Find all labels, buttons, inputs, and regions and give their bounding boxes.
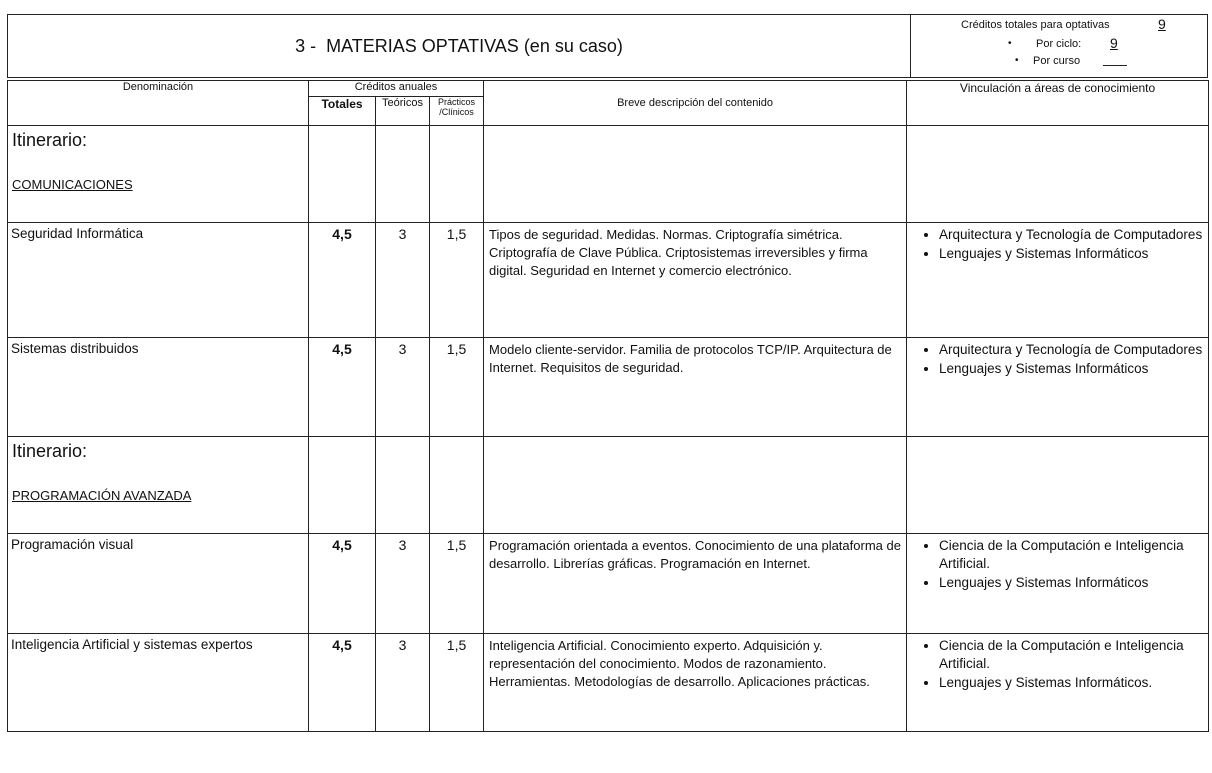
credits-practicos: 1,5 bbox=[430, 338, 484, 437]
table-row bbox=[8, 534, 1209, 634]
section-title-cell bbox=[8, 15, 911, 77]
itinerary-label: Itinerario: bbox=[12, 441, 88, 461]
subject-description: Modelo cliente-servidor. Familia de protocolos TCP/IP. Arquitectura de Internet. Requisitos de seguridad. bbox=[484, 338, 907, 437]
col-creditos-anuales: Créditos anuales bbox=[309, 81, 484, 97]
subjects-table bbox=[7, 80, 1209, 732]
area-item: • Arquitectura y Tecnología de Computadores bbox=[939, 226, 1206, 244]
col-totales: Totales bbox=[309, 97, 376, 126]
per-cycle-value: 9 bbox=[1110, 35, 1118, 51]
credits-summary bbox=[911, 15, 1207, 77]
subject-name: Seguridad Informática bbox=[8, 223, 309, 338]
itinerary-label: Itinerario: bbox=[12, 130, 88, 150]
area-item: • Lenguajes y Sistemas Informáticos. bbox=[939, 674, 1206, 692]
itinerary-cell bbox=[8, 437, 309, 534]
credits-total-label: Créditos totales para optativas bbox=[961, 19, 1110, 31]
table-header-row bbox=[8, 81, 1209, 97]
itinerary-cell bbox=[8, 126, 309, 223]
table-row bbox=[8, 223, 1209, 338]
itinerary-name: PROGRAMACIÓN AVANZADA bbox=[12, 488, 192, 503]
credits-totales: 4,5 bbox=[309, 534, 376, 634]
subject-name: Sistemas distribuidos bbox=[8, 338, 309, 437]
credits-teoricos: 3 bbox=[376, 223, 430, 338]
knowledge-areas bbox=[907, 223, 1209, 338]
table-row bbox=[8, 338, 1209, 437]
area-item: • Ciencia de la Computación e Inteligencia Artificial. bbox=[939, 637, 1206, 673]
col-denominacion: Denominación bbox=[8, 81, 309, 126]
credits-practicos: 1,5 bbox=[430, 634, 484, 732]
credits-total-value: 9 bbox=[1158, 16, 1166, 32]
credits-totales: 4,5 bbox=[309, 223, 376, 338]
section-number: 3 - bbox=[295, 35, 317, 56]
knowledge-areas bbox=[907, 534, 1209, 634]
per-cycle-label: Por ciclo: bbox=[1036, 38, 1082, 50]
col-teoricos: Teóricos bbox=[376, 97, 430, 126]
section-title: MATERIAS OPTATIVAS (en su caso) bbox=[326, 35, 623, 56]
itinerary-row bbox=[8, 437, 1209, 534]
subject-name: Inteligencia Artificial y sistemas expertos bbox=[8, 634, 309, 732]
credits-teoricos: 3 bbox=[376, 338, 430, 437]
subject-description: Programación orientada a eventos. Conocimiento de una plataforma de desarrollo. Librerías gráficas. Programación en Internet. bbox=[484, 534, 907, 634]
credits-totales: 4,5 bbox=[309, 634, 376, 732]
area-item: • Lenguajes y Sistemas Informáticos bbox=[939, 245, 1206, 263]
area-item: • Ciencia de la Computación e Inteligencia Artificial. bbox=[939, 537, 1206, 573]
subject-name: Programación visual bbox=[8, 534, 309, 634]
credits-teoricos: 3 bbox=[376, 534, 430, 634]
knowledge-areas bbox=[907, 338, 1209, 437]
per-course-blank bbox=[1103, 65, 1127, 66]
credits-practicos: 1,5 bbox=[430, 223, 484, 338]
col-descripcion: Breve descripción del contenido bbox=[484, 81, 907, 126]
table-row bbox=[8, 634, 1209, 732]
area-item: • Lenguajes y Sistemas Informáticos bbox=[939, 574, 1206, 592]
per-course-label: Por curso bbox=[1033, 55, 1081, 67]
section-header bbox=[7, 14, 1208, 78]
credits-teoricos: 3 bbox=[376, 634, 430, 732]
knowledge-areas bbox=[907, 634, 1209, 732]
col-practicos: Prácticos /Clínicos bbox=[430, 97, 484, 126]
bullet-icon: • bbox=[1015, 55, 1019, 66]
col-vinculacion: Vinculación a áreas de conocimiento bbox=[907, 81, 1209, 126]
subject-description: Tipos de seguridad. Medidas. Normas. Criptografía simétrica. Criptografía de Clave Pública. Criptosistemas irreversibles y firma digital. Seguridad en Internet y comercio electrónico. bbox=[484, 223, 907, 338]
subject-description: Inteligencia Artificial. Conocimiento experto. Adquisición y. representación del conocimiento. Modos de razonamiento. Herramientas. Metodologías de desarrollo. Aplicaciones prácticas. bbox=[484, 634, 907, 732]
itinerary-row bbox=[8, 126, 1209, 223]
bullet-icon: • bbox=[1008, 38, 1012, 49]
area-item: • Arquitectura y Tecnología de Computadores bbox=[939, 341, 1206, 359]
credits-totales: 4,5 bbox=[309, 338, 376, 437]
credits-practicos: 1,5 bbox=[430, 534, 484, 634]
area-item: • Lenguajes y Sistemas Informáticos bbox=[939, 360, 1206, 378]
itinerary-name: COMUNICACIONES bbox=[12, 177, 133, 192]
